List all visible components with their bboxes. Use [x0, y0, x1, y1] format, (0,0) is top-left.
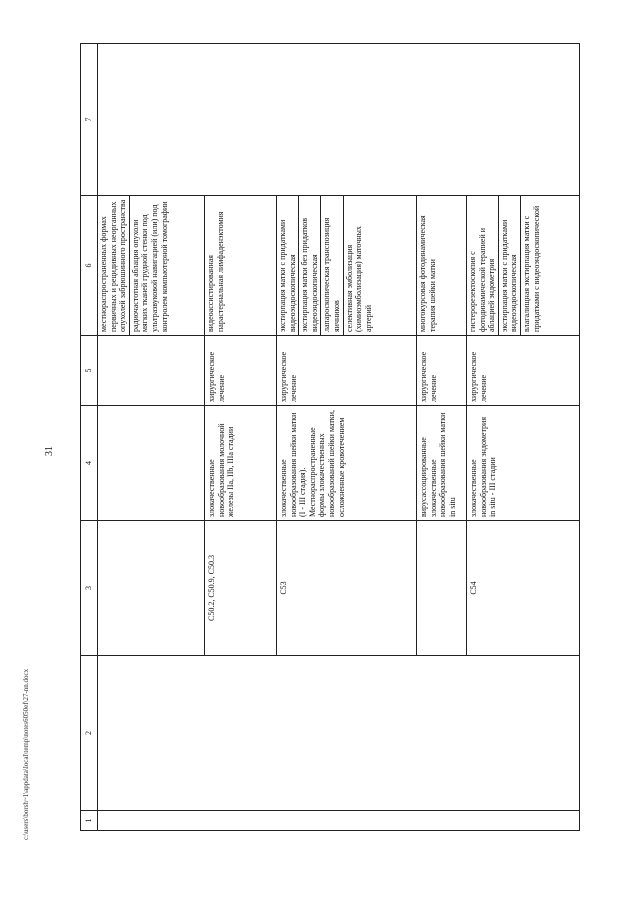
col-number-1: 1 — [81, 811, 98, 831]
method-item: влагалищная экстирпация матки с придатками с видеоэндоскопической — [521, 205, 541, 332]
method-item: местнораспространенных формах первичных и рецидивных неорганных опухолей забрюшинного пространства — [98, 196, 130, 335]
medical-care-table — [80, 43, 580, 831]
cell-model: злокачественные новообразования шейки матки (I - III стадия). Местнораспространенные формы злокачественных новообразований шейки матки, осложненные кровотечением — [277, 406, 417, 521]
cell-code — [417, 521, 467, 656]
cell-col2 — [98, 656, 580, 811]
cell-model: злокачественные новообразования эндометрия in situ - III стадии — [467, 406, 580, 521]
col-number-4: 4 — [81, 406, 98, 521]
col-number-3: 3 — [81, 521, 98, 656]
method-item: экстирпация матки без придатков видеоэндоскопическая — [299, 196, 321, 335]
cell-methods — [205, 196, 277, 336]
col-number-5: 5 — [81, 336, 98, 406]
cell-treatment-type — [98, 336, 205, 406]
method-item: экстирпация матки с придатками видеоэндоскопическая — [277, 196, 299, 335]
cell-col7 — [98, 44, 580, 196]
cell-model: злокачественные новообразования молочной железы IIa, IIb, IIIa стадии — [205, 406, 277, 521]
cell-methods — [467, 196, 580, 336]
col-number-2: 2 — [81, 656, 98, 811]
cell-code: C50.2, C50.9, C50.3 — [205, 521, 277, 656]
cell-treatment-type: хирургическое лечение — [277, 336, 417, 406]
column-number-row — [81, 44, 98, 831]
method-item: селективная эмболизация (химиоэмболизация) маточных артерий — [344, 226, 373, 332]
cell-model: вирусассоциированные злокачественные новообразования шейки матки in situ — [417, 406, 467, 521]
cell-col1 — [98, 811, 580, 831]
cell-methods — [277, 196, 417, 336]
col-number-7: 7 — [81, 44, 98, 196]
method-item: лапароскопическая транспозиция яичников — [321, 196, 343, 335]
method-item: радиочастотная аблация опухоли мягких тканей грудной стенки под ультразвуковой навигацией (или) под контролем компьютерной томографии — [130, 201, 169, 332]
cell-treatment-type: хирургическое лечение — [417, 336, 467, 406]
cell-code — [98, 521, 205, 656]
page-number: 31 — [44, 446, 55, 456]
cell-methods — [98, 196, 205, 336]
method-item: видеоассистированная парастернальная лимфаденэктомия — [206, 211, 225, 332]
cell-code: C53 — [277, 521, 417, 656]
col-number-6: 6 — [81, 196, 98, 336]
method-item: гистерорезектоскопия с фотодинамической терапией и аблацией эндометрия — [467, 196, 499, 335]
file-path: c:\users\borsh~1\appdata\local\temp\notes6050ef\27-nn.docx — [22, 668, 30, 840]
rotated-table-container — [80, 44, 580, 831]
cell-code: C54 — [467, 521, 580, 656]
table-row — [98, 44, 205, 831]
method-item: экстирпация матки с придатками видеоэндоскопическая — [499, 196, 521, 335]
cell-treatment-type: хирургическое лечение — [467, 336, 580, 406]
method-item: многокурсовая фотодинамическая терапия шейки матки — [418, 215, 437, 332]
cell-methods — [417, 196, 467, 336]
cell-model — [98, 406, 205, 521]
cell-treatment-type: хирургическое лечение — [205, 336, 277, 406]
